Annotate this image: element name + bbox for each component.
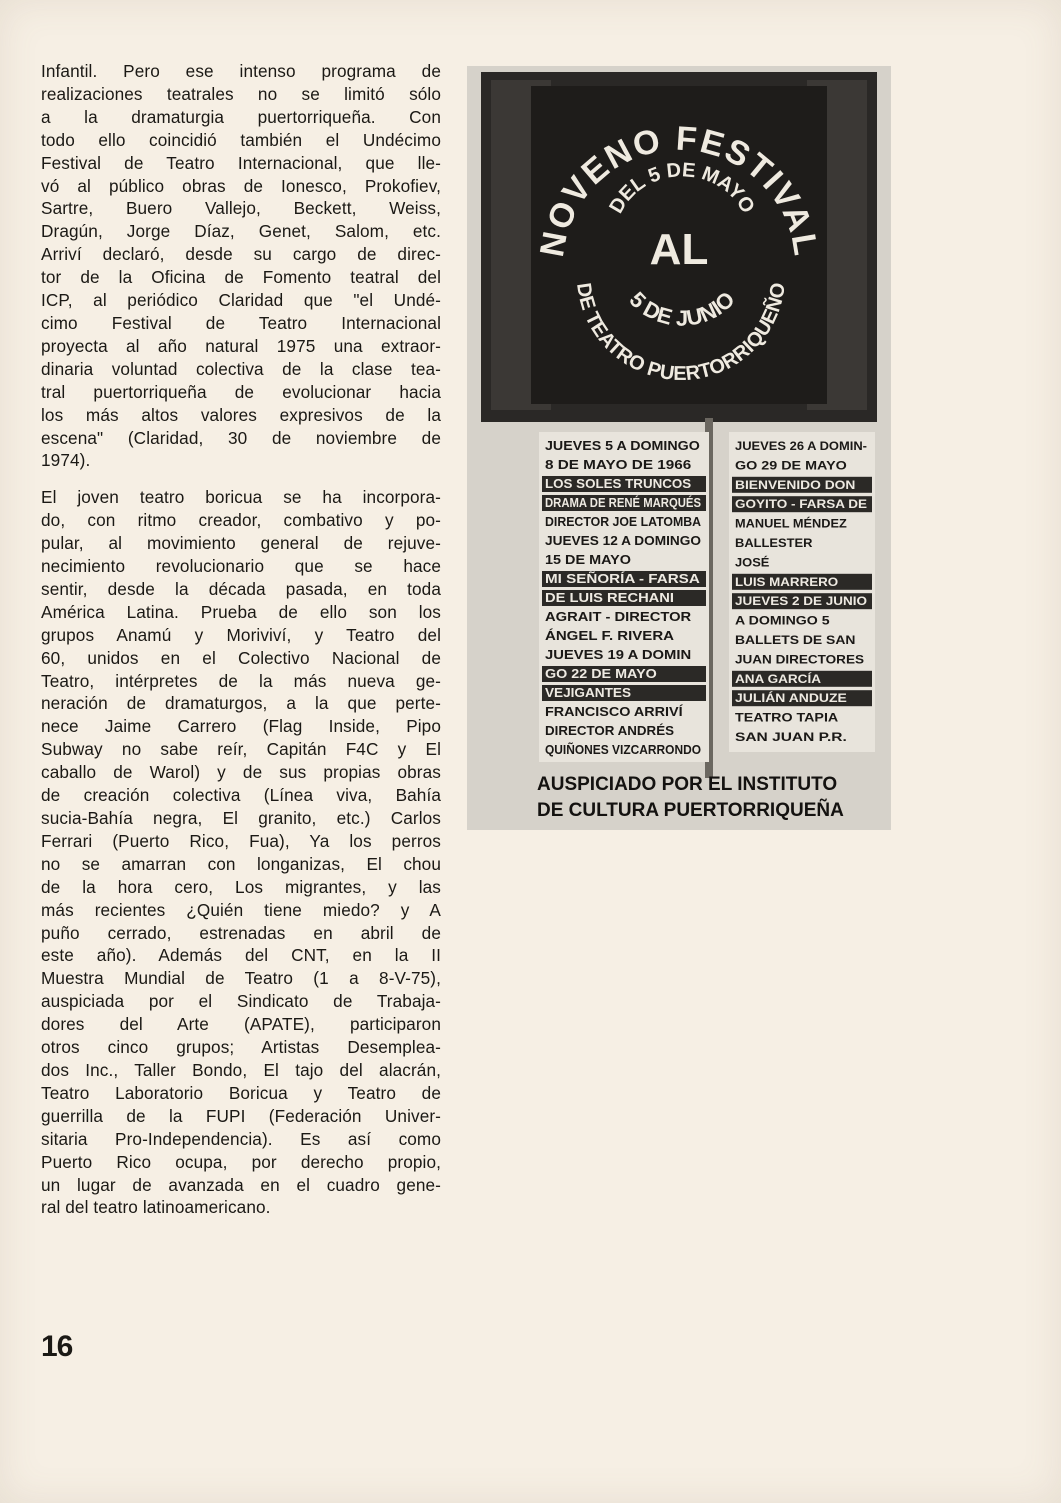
board-text-line: QUIÑONES VIZCARRONDO: [545, 742, 701, 757]
board-text-line: GO 29 DE MAYO: [735, 458, 847, 473]
banner-al: AL: [649, 225, 709, 274]
festival-poster-photo: [467, 66, 891, 830]
text-line: grupos Anamú y Moriviví, y Teatro del: [41, 624, 441, 645]
board-text-line: DRAMA DE RENÉ MARQUÉS: [545, 495, 702, 510]
board-text-line: MANUEL MÉNDEZ: [735, 516, 841, 531]
paragraph-2: [41, 486, 441, 1219]
text-line: Muestra Mundial de Teatro (1 a 8-V-75),: [41, 968, 441, 989]
board-text-line: JUEVES 19 A DOMIN: [545, 647, 692, 662]
text-line: ral del teatro latinoamericano.: [41, 1197, 271, 1218]
text-line: todo ello coincidió también el Undécimo: [41, 129, 441, 150]
text-line: Sartre, Buero Vallejo, Beckett, Weiss,: [41, 198, 441, 219]
text-line: cimo Festival de Teatro Internacional: [41, 312, 441, 333]
board-text-line: JOSÉ: [735, 555, 768, 570]
text-line: Dragún, Jorge Díaz, Genet, Salom, etc.: [41, 221, 441, 242]
text-line: guerrilla de la FUPI (Federación Univer-: [41, 1105, 441, 1126]
text-line: do, con ritmo creador, combativo y po-: [41, 510, 441, 531]
board-text-line: DE LUIS RECHANI: [545, 590, 674, 605]
text-line: puño cerrado, estrenadas en abril de: [41, 922, 441, 943]
board-text-line: JUAN DIRECTORES: [735, 652, 864, 667]
text-line: más recientes ¿Quién tiene miedo? y A: [41, 899, 441, 920]
text-line: nece Jaime Carrero (Flag Inside, Pipo: [41, 716, 441, 737]
board-text-line: A DOMINGO 5: [735, 613, 830, 628]
board-text-line: GOYITO - FARSA DE: [735, 497, 867, 512]
text-line: Festival de Teatro Internacional, que lle-: [41, 152, 441, 173]
board-text-line: BALLESTER: [735, 536, 813, 550]
board-text-line: MI SEÑORÍA - FARSA: [545, 571, 701, 586]
banner-bottom-text: DE TEATRO PUERTORRIQUEÑO: [572, 281, 790, 386]
text-line: sentir, desde la década pasada, en toda: [41, 578, 441, 599]
text-line: Teatro, intérpretes de la más nueva ge-: [41, 670, 441, 691]
text-line: auspiciada por el Sindicato de Trabaja-: [41, 991, 441, 1012]
text-line: Infantil. Pero ese intenso programa de: [41, 61, 441, 81]
text-line: no se amarran con longanizas, El chou: [41, 853, 441, 874]
text-line: de la hora cero, Los migrantes, y las: [41, 876, 441, 897]
text-line: 1974).: [41, 450, 91, 471]
board-text-line: LUIS MARRERO: [735, 574, 839, 589]
board-text-line: ÁNGEL F. RIVERA: [545, 628, 675, 643]
paragraph-1: [41, 60, 441, 472]
text-line: Puerto Rico ocupa, por derecho propio,: [41, 1151, 441, 1172]
text-line: vó al público obras de Ionesco, Prokofiev,: [41, 175, 441, 196]
sponsor-line-2: DE CULTURA PUERTORRIQUEÑA: [537, 800, 844, 821]
board-text-line: GO 22 DE MAYO: [545, 666, 657, 681]
text-line: Subway no sabe reír, Capitán F4C y El: [41, 739, 441, 760]
board-text-line: TEATRO TAPIA: [735, 710, 839, 725]
board-text-line: JUEVES 26 A DOMIN-: [735, 439, 867, 453]
banner-top-text: NOVENO FESTIVAL: [532, 119, 825, 260]
page-number: 16: [41, 1330, 73, 1363]
board-text-line: BIENVENIDO DON: [735, 477, 856, 492]
text-line: escena" (Claridad, 30 de noviembre de: [41, 427, 441, 448]
text-line: sucia-Bahía negra, El granito, etc.) Carlos: [41, 808, 441, 828]
text-line: este año). Además del CNT, en la II: [41, 945, 441, 966]
board-text-line: ANA GARCÍA: [735, 671, 812, 686]
text-line: dores del Arte (APATE), participaron: [41, 1014, 441, 1035]
text-line: necimiento revolucionario que se hace: [41, 556, 441, 577]
text-line: tral puertorriqueña de evolucionar hacia: [41, 381, 441, 402]
board-text-line: BALLETS DE SAN: [735, 633, 856, 647]
text-line: un lugar de avanzada en el cuadro gene-: [41, 1174, 441, 1195]
text-line: Arriví declaró, desde su cargo de direc-: [41, 244, 441, 265]
sponsor-line-1: AUSPICIADO POR EL INSTITUTO: [537, 774, 838, 795]
board-text-line: DIRECTOR ANDRÉS: [545, 723, 675, 738]
text-line: neración de dramaturgos, a la que perte-: [41, 693, 441, 714]
board-text-line: 15 DE MAYO: [545, 552, 631, 567]
text-line: El joven teatro boricua se ha incorpora-: [41, 487, 441, 508]
text-line: ICP, al periódico Claridad que "el Undé-: [41, 290, 441, 311]
board-text-line: JUEVES 5 A DOMINGO: [545, 438, 700, 453]
board-text-line: SAN JUAN P.R.: [735, 730, 847, 744]
text-line: Teatro Laboratorio Boricua y Teatro de: [41, 1082, 441, 1103]
text-line: pular, al movimiento general de rejuve-: [41, 533, 441, 554]
text-line: tor de la Oficina de Fomento teatral del: [41, 267, 441, 288]
board-text-line: VEJIGANTES: [545, 685, 632, 700]
board-text-line: FRANCISCO ARRIVÍ: [545, 704, 684, 719]
text-line: proyecta al año natural 1975 una extraor-: [41, 335, 441, 356]
board-text-line: 8 DE MAYO DE 1966: [545, 457, 692, 472]
text-line: sitaria Pro-Independencia). Es así como: [41, 1128, 441, 1149]
body-text-column: [41, 60, 441, 1233]
board-text-line: JULIÁN ANDUZE: [735, 691, 832, 706]
text-line: de creación colectiva (Línea viva, Bahía: [41, 785, 441, 806]
text-line: 60, unidos en el Colectivo Nacional de: [41, 647, 441, 668]
text-line: realizaciones teatrales no se limitó sólo: [41, 83, 441, 104]
board-text-line: LOS SOLES TRUNCOS: [545, 476, 692, 491]
text-line: dos Inc., Taller Bondo, El tajo del alacrán,: [41, 1059, 441, 1080]
text-line: a la dramaturgia puertorriqueña. Con: [41, 106, 441, 127]
board-text-line: JUEVES 12 A DOMINGO: [545, 533, 701, 548]
text-line: América Latina. Prueba de ello son los: [41, 601, 441, 622]
board-text-line: JUEVES 2 DE JUNIO: [735, 594, 867, 609]
text-line: caballo de Warol) y de sus propias obras: [41, 762, 441, 783]
board-text-line: AGRAIT - DIRECTOR: [545, 609, 692, 624]
banner-date-end: 5 DE JUNIO: [624, 286, 740, 331]
board-text-line: DIRECTOR JOE LATOMBA: [545, 514, 702, 529]
text-line: Ferrari (Puerto Rico, Fua), Ya los perros: [41, 830, 441, 851]
banner-date-start: DEL 5 DE MAYO: [605, 159, 759, 218]
text-line: los más altos valores expresivos de la: [41, 404, 441, 425]
text-line: otros cinco grupos; Artistas Desemplea-: [41, 1037, 441, 1058]
text-line: dinaria voluntad colectiva de la clase tea-: [41, 358, 441, 379]
